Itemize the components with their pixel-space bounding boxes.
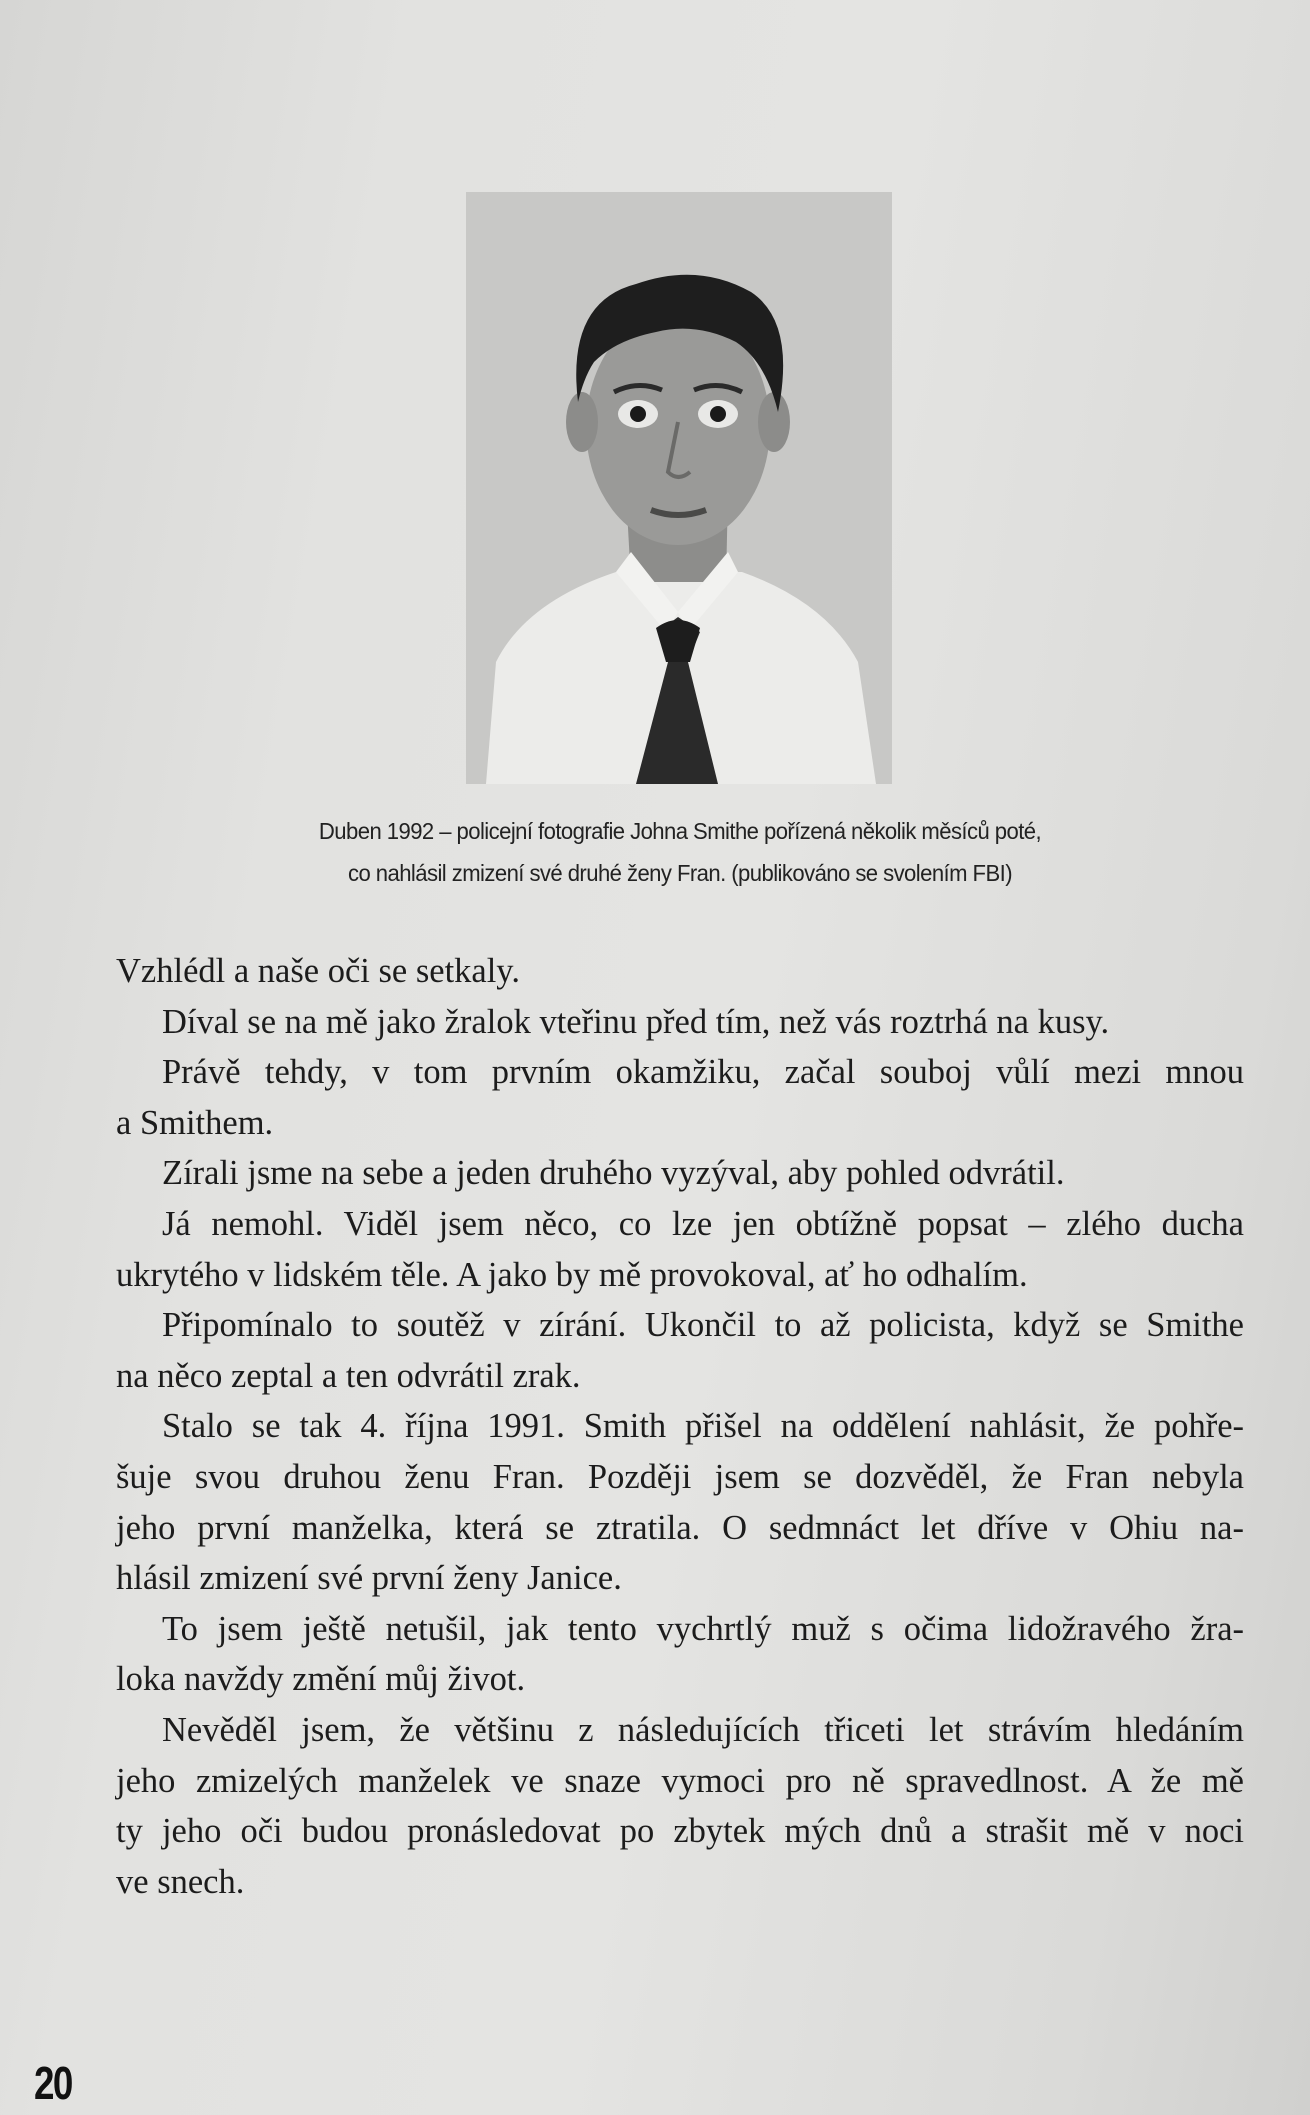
paragraph-line: hlásil zmizení své první ženy Janice. [116, 1559, 622, 1598]
paragraph-line: Já nemohl. Viděl jsem něco, co lze jen obtížně popsat – zlého ducha [162, 1204, 1244, 1243]
paragraph-line: jeho zmizelých manželek ve snaze vymoci pro ně spravedlnost. A že mě [116, 1761, 1244, 1800]
paragraph-line: Díval se na mě jako žralok vteřinu před tím, než vás roztrhá na kusy. [162, 1002, 1110, 1041]
paragraph-line: Nevěděl jsem, že většinu z následujících třiceti let strávím hledáním [162, 1710, 1244, 1749]
paragraph-line: a Smithem. [116, 1103, 274, 1142]
paragraph-line: ve snech. [116, 1862, 245, 1901]
paragraph-line: šuje svou druhou ženu Fran. Později jsem se dozvěděl, že Fran nebyla [116, 1457, 1244, 1496]
police-photo [466, 192, 892, 784]
paragraph-line: ty jeho oči budou pronásledovat po zbytek mých dnů a strašit mě v noci [116, 1812, 1244, 1851]
photo-caption [210, 810, 1150, 894]
page-number: 20 [34, 2057, 72, 2109]
paragraph-line: Zírali jsme na sebe a jeden druhého vyzýval, aby pohled odvrátil. [162, 1154, 1065, 1193]
paragraph-line: jeho první manželka, která se ztratila. O sedmnáct let dříve v Ohiu na- [116, 1508, 1244, 1547]
body-text [116, 946, 1244, 1907]
paragraph-line: Vzhlédl a naše oči se setkaly. [116, 952, 520, 990]
paragraph-line: na něco zeptal a ten odvrátil zrak. [116, 1356, 581, 1395]
caption-line: co nahlásil zmizení své druhé ženy Fran. (publikováno se svolením FBI) [347, 860, 1013, 886]
portrait-image [466, 192, 892, 784]
paragraph-line: Připomínalo to soutěž v zírání. Ukončil to až policista, když se Smithe [162, 1306, 1244, 1345]
paragraph-line: Stalo se tak 4. října 1991. Smith přišel na oddělení nahlásit, že pohře- [162, 1407, 1244, 1446]
paragraph-line: Právě tehdy, v tom prvním okamžiku, začal souboj vůlí mezi mnou [162, 1053, 1244, 1092]
paragraph-line: To jsem ještě netušil, jak tento vychrtlý muž s očima lidožravého žra- [162, 1609, 1244, 1648]
paragraph-line: loka navždy změní můj život. [116, 1660, 526, 1699]
paragraph-line: ukrytého v lidském těle. A jako by mě provokoval, ať ho odhalím. [116, 1255, 1028, 1294]
caption-line: Duben 1992 – policejní fotografie Johna Smithe pořízená několik měsíců poté, [318, 818, 1042, 844]
